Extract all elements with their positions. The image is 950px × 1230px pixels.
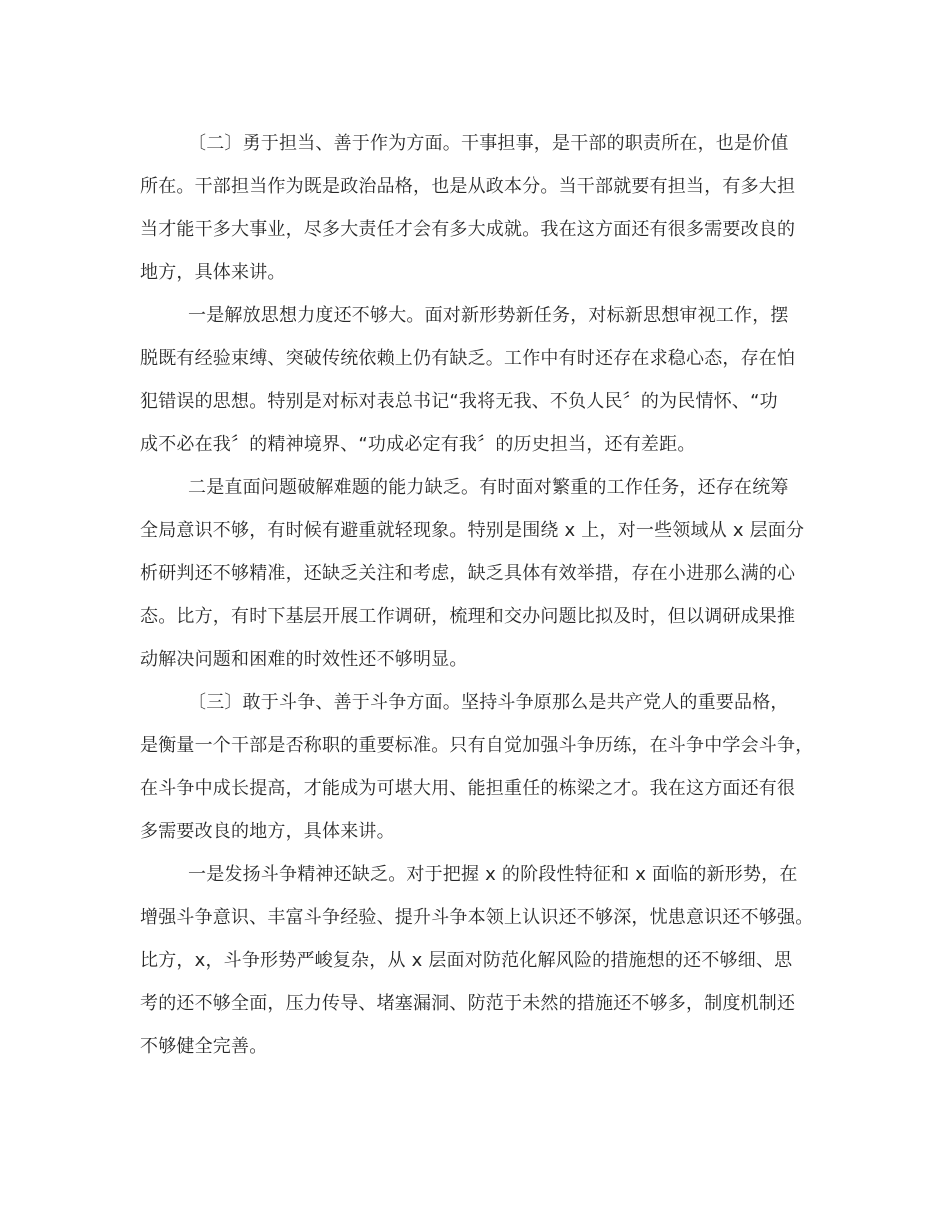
text-line: 态。比方，有时下基层开展工作调研，梳理和交办问题比拟及时，但以调研成果推 <box>140 606 796 627</box>
text-line: 犯错误的思想。特别是对标对表总书记“我将无我、不负人民〞的为民情怀、“功 <box>140 391 778 412</box>
text-line: 当才能干多大事业，尽多大责任才会有多大成就。我在这方面还有很多需要改良的 <box>140 219 796 240</box>
text-line: 二是直面问题破解难题的能力缺乏。有时面对繁重的工作任务，还存在统筹 <box>188 477 789 498</box>
text-line: 增强斗争意识、丰富斗争经验、提升斗争本领上认识还不够深，忧患意识还不够强。 <box>140 907 814 928</box>
text-line: 不够健全完善。 <box>140 1036 268 1057</box>
document-body <box>140 122 820 1068</box>
paragraph-problem-solving <box>140 466 820 681</box>
text-line: 地方，具体来讲。 <box>140 262 286 283</box>
paragraph-responsibility <box>140 122 820 294</box>
text-line: 是衡量一个干部是否称职的重要标准。只有自觉加强斗争历练，在斗争中学会斗争， <box>140 735 814 756</box>
text-line: 脱既有经验束缚、突破传统依赖上仍有缺乏。工作中有时还存在求稳心态，存在怕 <box>140 348 796 369</box>
text-line: 〔三〕敢于斗争、善于斗争方面。坚持斗争原那么是共产党人的重要品格， <box>188 692 789 713</box>
paragraph-struggle <box>140 681 820 853</box>
text-line: 考的还不够全面，压力传导、堵塞漏洞、防范于未然的措施还不够多，制度机制还 <box>140 993 796 1014</box>
text-line: 比方，x，斗争形势严峻复杂，从 x 层面对防范化解风险的措施想的还不够细、思 <box>140 950 793 971</box>
text-line: 所在。干部担当作为既是政治品格，也是从政本分。当干部就要有担当，有多大担 <box>140 176 796 197</box>
text-line: 〔二〕勇于担当、善于作为方面。干事担事，是干部的职责所在，也是价值 <box>188 133 789 154</box>
paragraph-emancipate-mind <box>140 294 820 466</box>
text-line: 多需要改良的地方，具体来讲。 <box>140 821 395 842</box>
text-line: 成不必在我〞的精神境界、“功成必定有我〞的历史担当，还有差距。 <box>140 434 696 455</box>
text-line: 一是发扬斗争精神还缺乏。对于把握 x 的阶段性特征和 x 面临的新形势，在 <box>188 864 798 885</box>
text-line: 在斗争中成长提高，才能成为可堪大用、能担重任的栋梁之才。我在这方面还有很 <box>140 778 796 799</box>
text-line: 全局意识不够，有时候有避重就轻现象。特别是围绕 x 上，对一些领域从 x 层面分 <box>140 520 805 541</box>
text-line: 一是解放思想力度还不够大。面对新形势新任务，对标新思想审视工作，摆 <box>188 305 789 326</box>
text-line: 动解决问题和困难的时效性还不够明显。 <box>140 649 468 670</box>
paragraph-struggle-spirit <box>140 853 820 1068</box>
text-line: 析研判还不够精准，还缺乏关注和考虑，缺乏具体有效举措，存在小进那么满的心 <box>140 563 796 584</box>
